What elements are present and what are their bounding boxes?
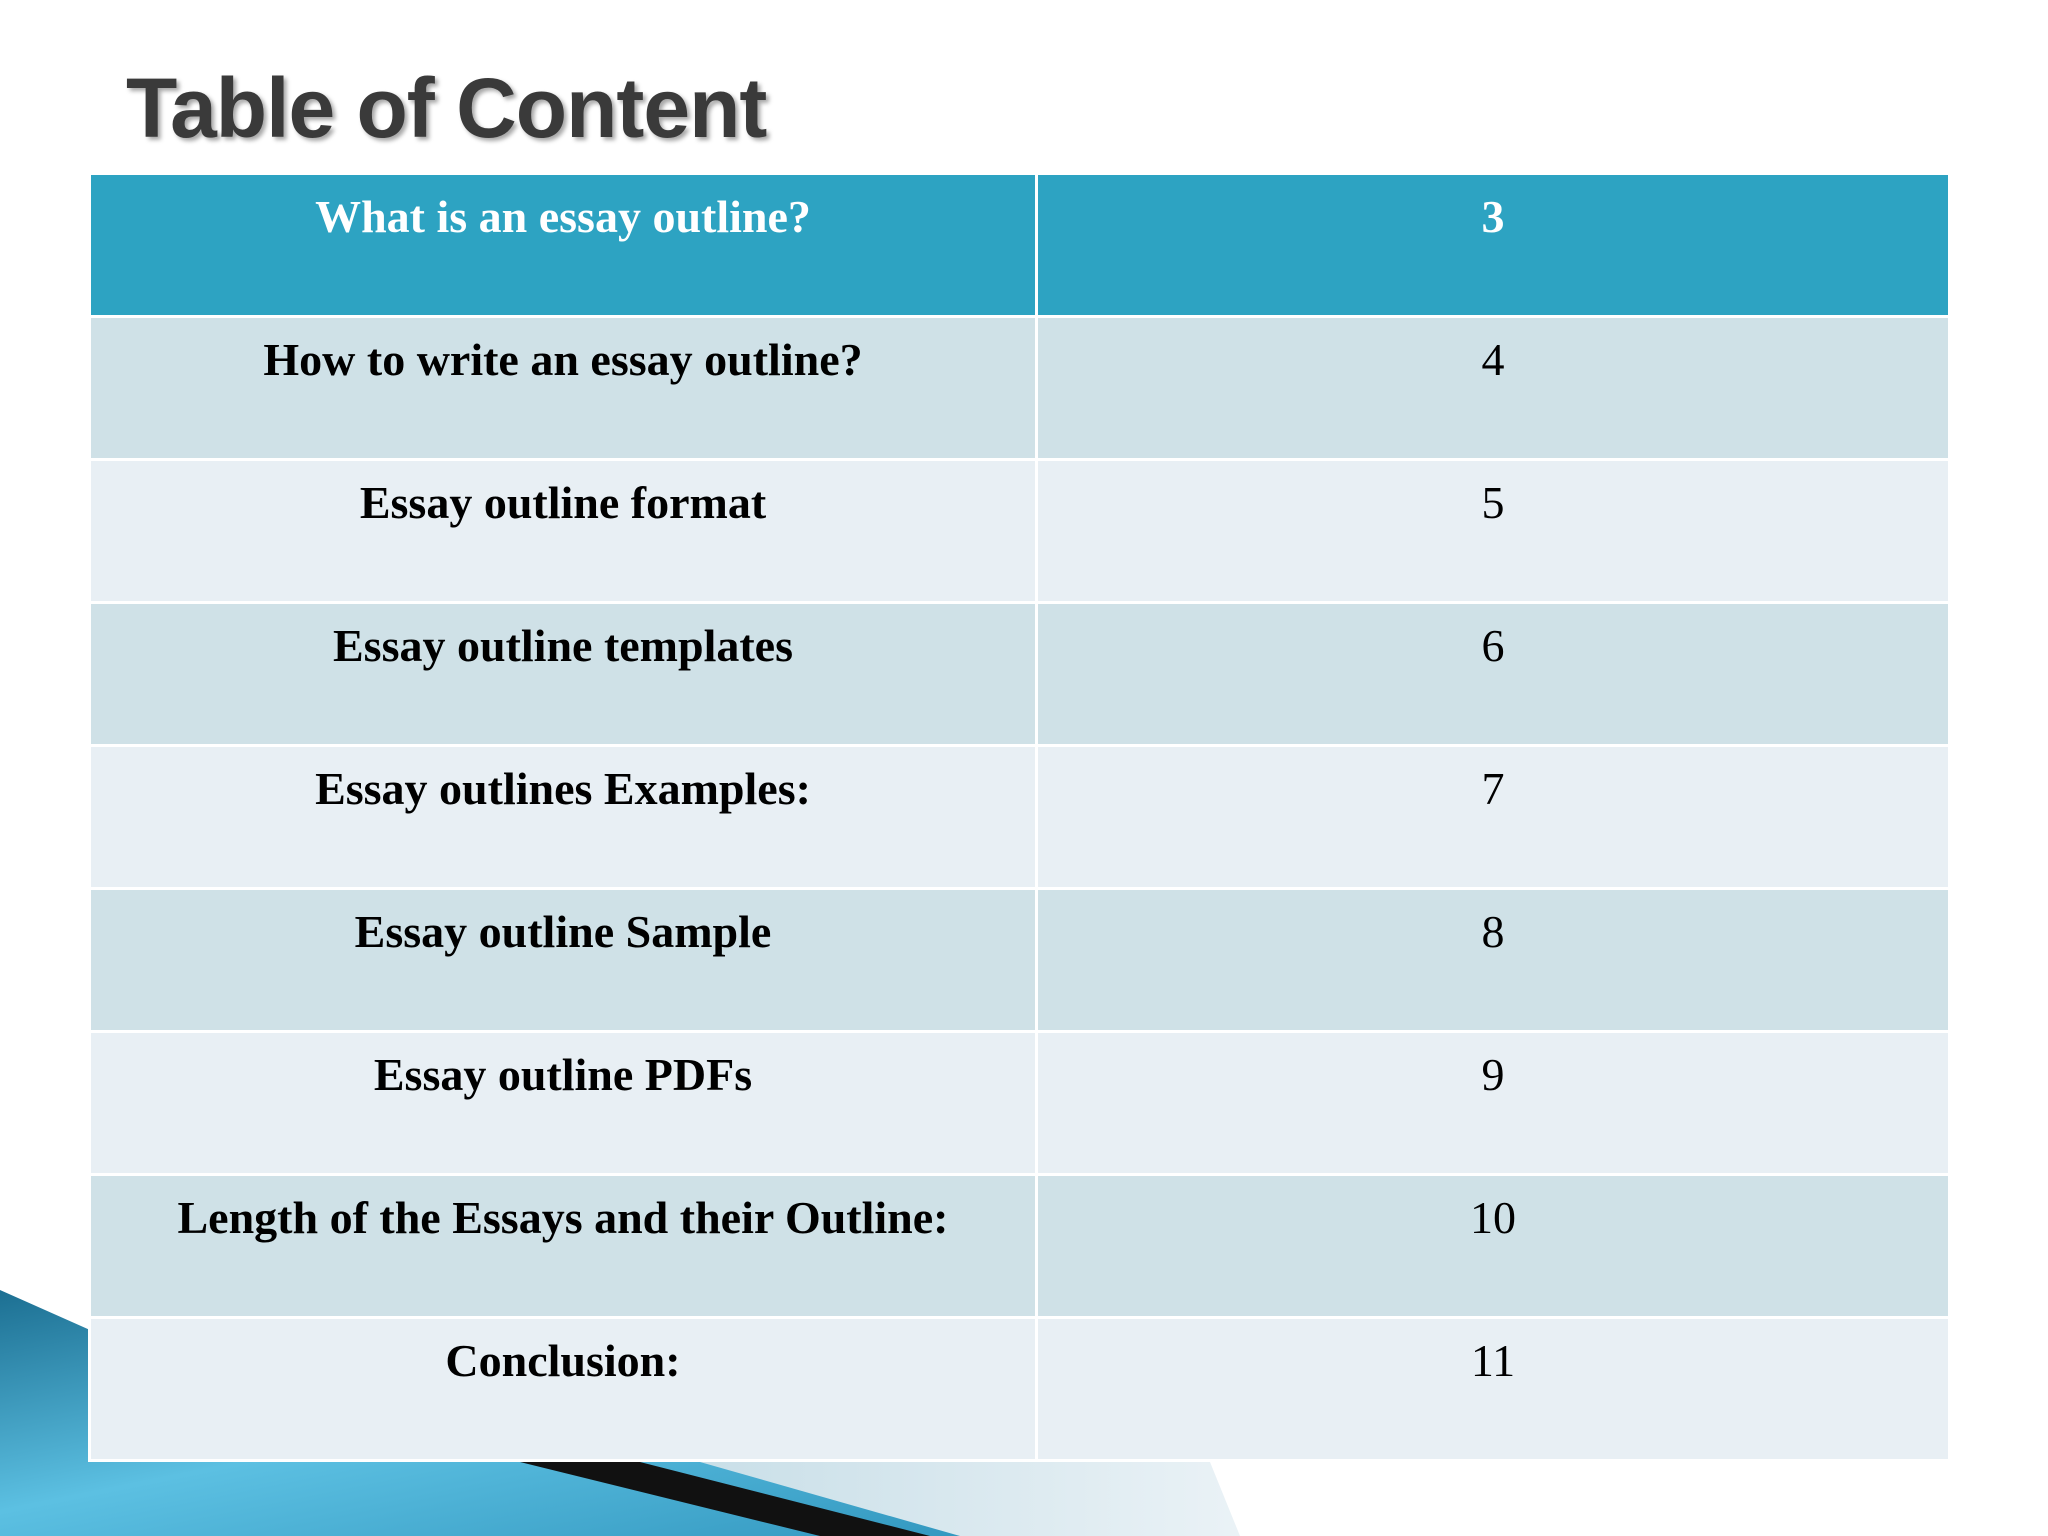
slide-title: Table of Content [126, 61, 767, 155]
table-row [90, 460, 1950, 603]
topic-cell: Length of the Essays and their Outline: [90, 1175, 1037, 1318]
topic-cell: What is an essay outline? [90, 174, 1037, 317]
page-number-cell: 5 [1037, 460, 1950, 603]
table-row [90, 746, 1950, 889]
page-number-cell: 9 [1037, 1032, 1950, 1175]
table-row [90, 889, 1950, 1032]
topic-cell: Conclusion: [90, 1318, 1037, 1461]
topic-cell: Essay outline format [90, 460, 1037, 603]
topic-cell: Essay outline Sample [90, 889, 1037, 1032]
table-of-contents [88, 172, 1951, 1462]
table-row [90, 317, 1950, 460]
topic-cell: Essay outline templates [90, 603, 1037, 746]
page-number-cell: 7 [1037, 746, 1950, 889]
page-number-cell: 6 [1037, 603, 1950, 746]
table-row [90, 1318, 1950, 1461]
page-number-cell: 3 [1037, 174, 1950, 317]
topic-cell: How to write an essay outline? [90, 317, 1037, 460]
page-number-cell: 11 [1037, 1318, 1950, 1461]
page-number-cell: 8 [1037, 889, 1950, 1032]
table-row [90, 1032, 1950, 1175]
topic-cell: Essay outline PDFs [90, 1032, 1037, 1175]
table-row [90, 174, 1950, 317]
page-number-cell: 10 [1037, 1175, 1950, 1318]
page-number-cell: 4 [1037, 317, 1950, 460]
table-row [90, 603, 1950, 746]
table-row [90, 1175, 1950, 1318]
topic-cell: Essay outlines Examples: [90, 746, 1037, 889]
